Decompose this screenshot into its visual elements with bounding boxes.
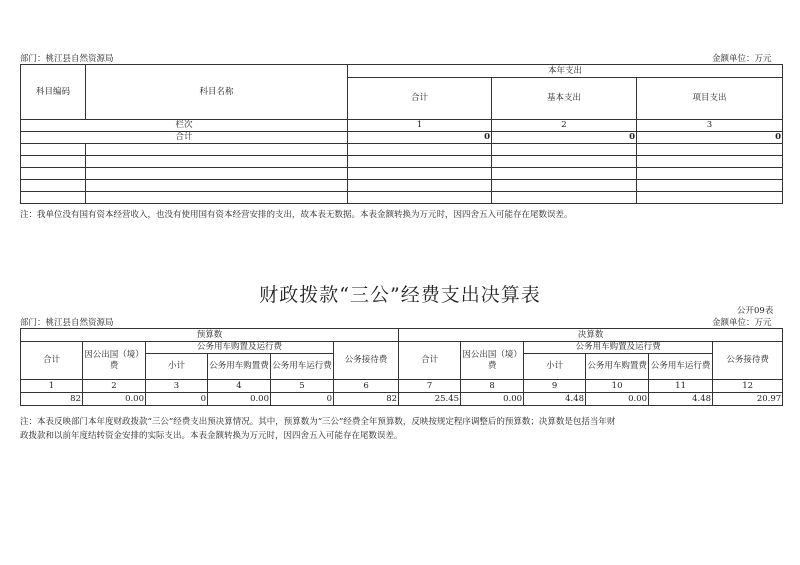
value-cell: 82: [21, 393, 83, 406]
header-final-car-run: 公务用车运行费: [649, 354, 713, 380]
header-final-subtotal: 小计: [524, 354, 586, 380]
capital-expense-table: [20, 64, 783, 204]
unit-label-2: 金额单位：万元: [712, 318, 772, 328]
header-final-car-buy: 公务用车购置费: [586, 354, 649, 380]
value-cell: 4.48: [649, 393, 713, 406]
unit-label-1: 金额单位：万元: [712, 54, 772, 64]
value-cell: 0: [146, 393, 208, 406]
header-total: 合计: [348, 78, 492, 120]
col-number: 4: [208, 380, 271, 393]
value-cell: 0.00: [208, 393, 271, 406]
header-budget-car: 公务用车购置及运行费: [146, 342, 334, 354]
header-budget-total: 合计: [21, 342, 83, 380]
header-final-car: 公务用车购置及运行费: [524, 342, 713, 354]
col-index-1: 1: [348, 120, 492, 132]
total-value-2: 0: [492, 132, 637, 144]
value-cell: 25.45: [399, 393, 461, 406]
value-cell: 0: [271, 393, 334, 406]
table1-note: 注：我单位没有国有资本经营收入，也没有使用国有资本经营安排的支出，故本表无数据。本表金额转换为万元时，因四舍五入可能存在尾数误差。: [20, 210, 573, 220]
col-index-3: 3: [637, 120, 783, 132]
table-row: [21, 192, 783, 204]
row-column-index-label: 栏次: [21, 120, 348, 132]
table-row: [21, 180, 783, 192]
total-value-1: 0: [348, 132, 492, 144]
header-project: 项目支出: [637, 78, 783, 120]
value-cell: 0.00: [83, 393, 146, 406]
col-number: 6: [334, 380, 399, 393]
dept-label-1: 部门：桃江县自然资源局: [20, 54, 114, 64]
header-current-year: 本年支出: [348, 65, 783, 78]
col-index-2: 2: [492, 120, 637, 132]
col-number: 8: [461, 380, 524, 393]
col-number: 9: [524, 380, 586, 393]
table2-note-line1: 注：本表反映部门本年度财政拨款“三公”经费支出预决算情况。其中，预算数为“三公”经费全年预算数，反映按规定程序调整后的预算数；决算数是包括当年财: [20, 417, 616, 427]
col-number: 3: [146, 380, 208, 393]
table-row: [21, 144, 783, 156]
header-subject-name: 科目名称: [86, 65, 348, 120]
header-final-abroad: 因公出国（境）费: [461, 342, 524, 380]
header-budget-abroad: 因公出国（境）费: [83, 342, 146, 380]
header-budget-car-buy: 公务用车购置费: [208, 354, 271, 380]
table2-note-line2: 政拨款和以前年度结转资金安排的实际支出。本表金额转换为万元时，因四舍五入可能存在尾数误差。: [20, 431, 403, 441]
header-budget-car-run: 公务用车运行费: [271, 354, 334, 380]
total-value-3: 0: [637, 132, 783, 144]
value-cell: 82: [334, 393, 399, 406]
header-subject-code: 科目编码: [21, 65, 86, 120]
row-total-label: 合计: [21, 132, 348, 144]
header-budget-subtotal: 小计: [146, 354, 208, 380]
col-number: 11: [649, 380, 713, 393]
header-budget-reception: 公务接待费: [334, 342, 399, 380]
three-public-expense-table: [20, 328, 783, 406]
header-final-reception: 公务接待费: [713, 342, 783, 380]
col-number: 2: [83, 380, 146, 393]
table-code: 公开09表: [737, 306, 774, 316]
col-number: 10: [586, 380, 649, 393]
col-number: 5: [271, 380, 334, 393]
header-basic: 基本支出: [492, 78, 637, 120]
col-number: 1: [21, 380, 83, 393]
table-row: [21, 156, 783, 168]
header-final: 决算数: [399, 329, 783, 342]
value-cell: 0.00: [461, 393, 524, 406]
header-final-total: 合计: [399, 342, 461, 380]
header-budget: 预算数: [21, 329, 399, 342]
value-cell: 0.00: [586, 393, 649, 406]
col-number: 7: [399, 380, 461, 393]
table-row: [21, 168, 783, 180]
page-title: 财政拨款“三公”经费支出决算表: [259, 284, 541, 306]
dept-label-2: 部门：桃江县自然资源局: [20, 318, 114, 328]
value-cell: 20.97: [713, 393, 783, 406]
value-cell: 4.48: [524, 393, 586, 406]
col-number: 12: [713, 380, 783, 393]
